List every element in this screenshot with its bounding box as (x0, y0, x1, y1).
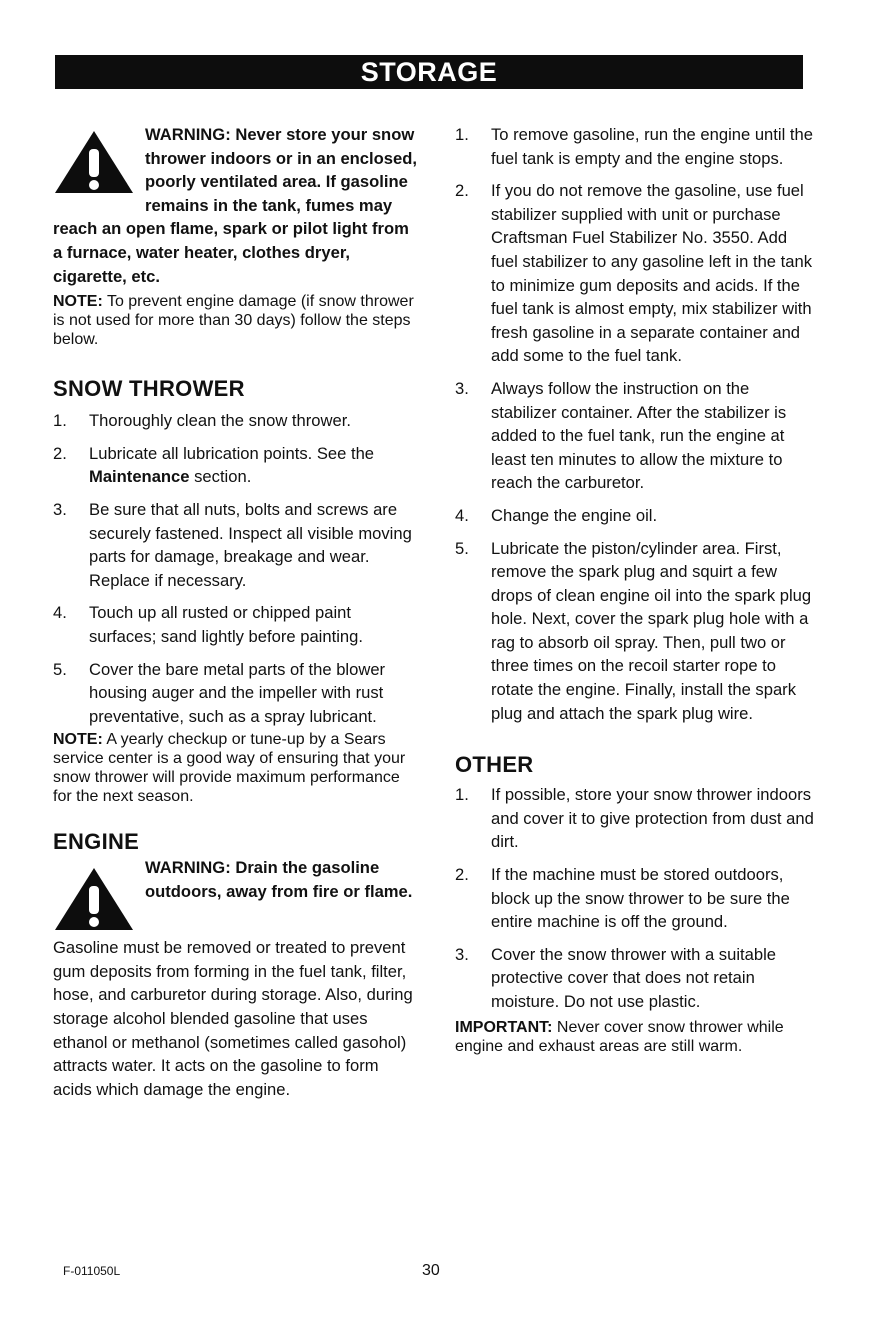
list-item (455, 783, 815, 854)
heading-engine: ENGINE (53, 829, 140, 855)
note-label: NOTE: (53, 293, 103, 311)
item-number: 2. (455, 181, 469, 201)
list-item (53, 498, 418, 592)
item-number: 4. (455, 505, 469, 525)
item-number: 4. (53, 603, 67, 623)
important-note (455, 1018, 815, 1056)
other-steps (455, 783, 815, 1013)
warning-text: WARNING: Never store your snow thrower indoors or in an enclosed, poorly ventilated area. If gasoline remains in the tank, fumes may reach an open flame, spark or pilot light from a furnace, water heater, clothes dryer, cigarette, etc. (53, 125, 417, 286)
item-number: 1. (53, 411, 67, 431)
list-item (455, 123, 815, 170)
warning-triangle-icon (53, 866, 139, 936)
list-item (455, 537, 815, 726)
warning-triangle-icon (53, 129, 139, 199)
left-column (53, 123, 418, 1101)
item-number: 3. (455, 378, 469, 398)
list-item (455, 504, 815, 528)
engine-paragraph: Gasoline must be removed or treated to prevent gum deposits from forming in the fuel tank, filter, hose, and carburetor during storage. Also, during storage alcohol blended gasoline that uses ethanol or methanol (sometimes called gasohol) attracts water. It acts on the gasoline to form acids which damage the engine. (53, 938, 413, 1099)
item-text: If possible, store your snow thrower indoors and cover it to give protection from dust and dirt. (491, 785, 814, 852)
note-text: To prevent engine damage (if snow thrower is not used for more than 30 days) follow the steps below. (53, 293, 414, 349)
right-column (455, 123, 815, 1056)
item-text: Cover the bare metal parts of the blower housing auger and the impeller with rust preventative, such as a spray lubricant. (89, 659, 386, 726)
item-number: 2. (455, 865, 469, 885)
item-number: 2. (53, 443, 67, 463)
item-number: 5. (53, 659, 67, 679)
list-item (455, 863, 815, 934)
maintenance-reference: Maintenance (89, 467, 190, 487)
list-item (53, 658, 418, 729)
item-text: Cover the snow thrower with a suitable protective cover that does not retain moisture. Do not use plastic. (491, 944, 776, 1011)
warning-text: WARNING: Drain the gasoline outdoors, away from fire or flame. (145, 858, 413, 901)
list-item (53, 409, 418, 433)
warning-block-storage (53, 123, 418, 288)
item-text: Touch up all rusted or chipped paint surfaces; sand lightly before painting. (89, 603, 363, 646)
heading-other: OTHER (455, 752, 534, 778)
section-banner: STORAGE (55, 55, 803, 89)
item-number: 1. (455, 125, 469, 144)
document-code: F-011050L (63, 1264, 121, 1278)
item-text: Thoroughly clean the snow thrower. (89, 411, 351, 431)
item-text: Always follow the instruction on the stabilizer container. After the stabilizer is added to the fuel tank, run the engine at least ten minutes to allow the mixture to reach the carburetor. (491, 378, 787, 493)
heading-snow-thrower: SNOW THROWER (53, 376, 245, 402)
item-text: Lubricate all lubrication points. See the (89, 443, 375, 463)
note-text: A yearly checkup or tune-up by a Sears service center is a good way of ensuring that your snow thrower will provide maximum performance for the next season. (53, 731, 406, 806)
item-text: If you do not remove the gasoline, use fuel stabilizer supplied with unit or purchase Craftsman Fuel Stabilizer No. 3550. Add fuel stabilizer to any gasoline left in the tank to minimize gum deposits and acids. If the fuel tank is almost empty, mix stabilizer with fresh gasoline in a separate container and add some to the fuel tank. (491, 181, 813, 366)
snow-thrower-steps (53, 409, 418, 728)
list-item (53, 601, 418, 648)
note-label: NOTE: (53, 731, 103, 749)
list-item (455, 377, 815, 495)
list-item (455, 943, 815, 1014)
item-number: 5. (455, 538, 469, 558)
list-item (455, 179, 815, 368)
important-label: IMPORTANT: (455, 1018, 553, 1036)
item-text: To remove gasoline, run the engine until the fuel tank is empty and the engine stops. (491, 125, 813, 168)
item-number: 3. (455, 944, 469, 964)
engine-steps (455, 123, 815, 725)
item-text: If the machine must be stored outdoors, block up the snow thrower to be sure the entire machine is off the ground. (491, 865, 790, 932)
item-text: Be sure that all nuts, bolts and screws are securely fastened. Inspect all visible moving parts for damage, breakage and wear. Replace if necessary. (89, 499, 412, 590)
item-text: Lubricate the piston/cylinder area. First, remove the spark plug and squirt a few drops of clean engine oil into the spark plug hole. Next, cover the spark plug hole with a rag to absorb oil spray. Then, pull two or three times on the recoil starter rope to rotate the engine. Finally, install the spark plug and attach the spark plug wire. (491, 538, 812, 723)
important-text: Never cover snow thrower while engine and exhaust areas are still warm. (455, 1018, 784, 1055)
page-number: 30 (422, 1262, 440, 1279)
item-text: section. (189, 467, 252, 487)
note-yearly-checkup (53, 730, 418, 806)
item-number: 3. (53, 499, 67, 519)
list-item (53, 442, 418, 489)
warning-block-engine (53, 856, 418, 903)
note-prevent-damage (53, 292, 418, 349)
item-number: 1. (455, 785, 469, 805)
item-text: Change the engine oil. (491, 505, 658, 525)
